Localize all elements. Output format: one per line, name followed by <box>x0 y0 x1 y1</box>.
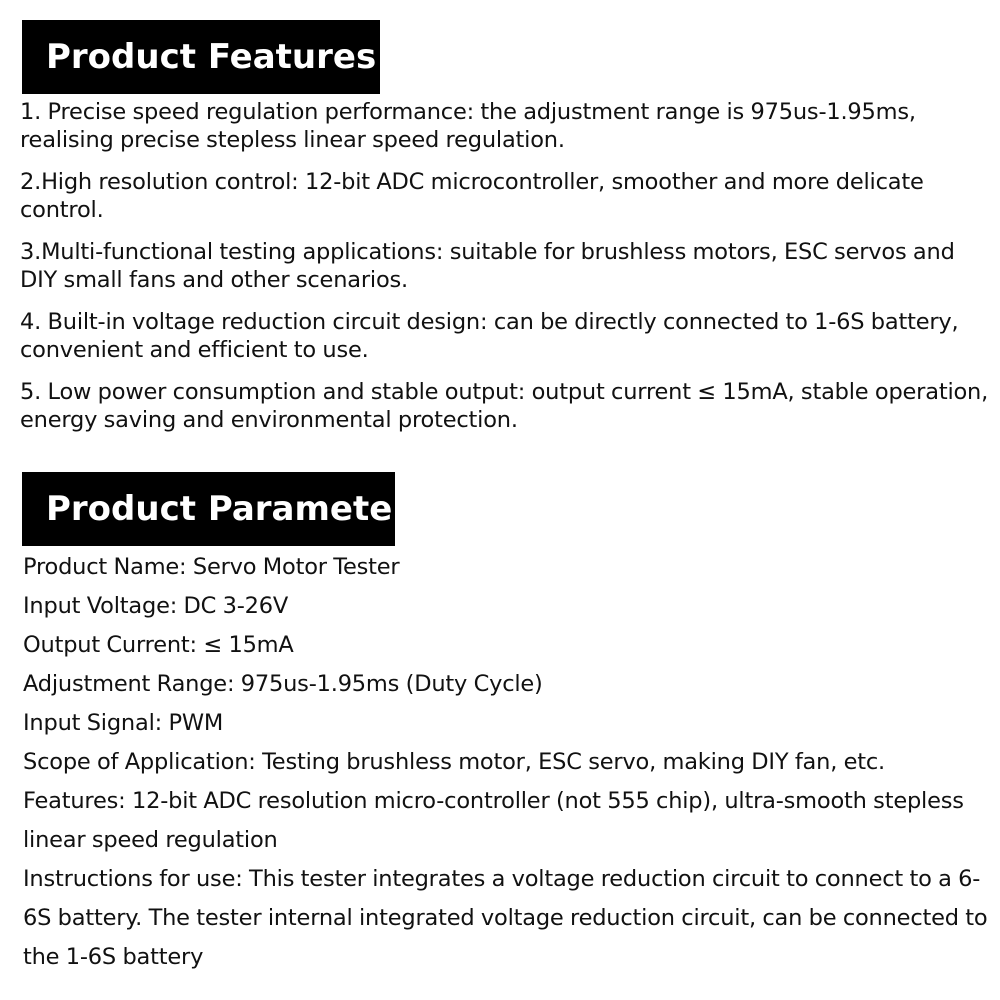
param-adjustment-range: Adjustment Range: 975us-1.95ms (Duty Cycle) <box>23 671 543 697</box>
param-scope-of-application: Scope of Application: Testing brushless motor, ESC servo, making DIY fan, etc. <box>23 749 885 775</box>
product-features-heading: Product Features <box>22 20 380 94</box>
param-instructions-for-use: Instructions for use: This tester integrates a voltage reduction circuit to connect to a 6-6S battery. The tester internal integrated voltage reduction circuit, can be connected to the 1-6S battery <box>23 866 988 970</box>
feature-item-voltage-reduction: 4. Built-in voltage reduction circuit design: can be directly connected to 1-6S battery, convenient and efficient to use. <box>20 309 959 363</box>
feature-item-resolution-control: 2.High resolution control: 12-bit ADC microcontroller, smoother and more delicate control. <box>20 169 924 223</box>
feature-item-speed-regulation: 1. Precise speed regulation performance: the adjustment range is 975us-1.95ms, realising precise stepless linear speed regulation. <box>20 99 916 153</box>
feature-item-testing-applications: 3.Multi-functional testing applications: suitable for brushless motors, ESC servos and DIY small fans and other scenarios. <box>20 239 955 293</box>
param-product-name: Product Name: Servo Motor Tester <box>23 554 400 580</box>
param-features: Features: 12-bit ADC resolution micro-controller (not 555 chip), ultra-smooth stepless linear speed regulation <box>23 788 964 853</box>
param-input-signal: Input Signal: PWM <box>23 710 224 736</box>
feature-item-low-power: 5. Low power consumption and stable output: output current ≤ 15mA, stable operation, energy saving and environmental protection. <box>20 379 989 433</box>
features-list <box>20 98 990 434</box>
param-output-current: Output Current: ≤ 15mA <box>23 632 294 658</box>
parameter-list <box>23 548 988 977</box>
product-parameter-heading: Product Parameter <box>22 472 395 546</box>
param-input-voltage: Input Voltage: DC 3-26V <box>23 593 289 619</box>
